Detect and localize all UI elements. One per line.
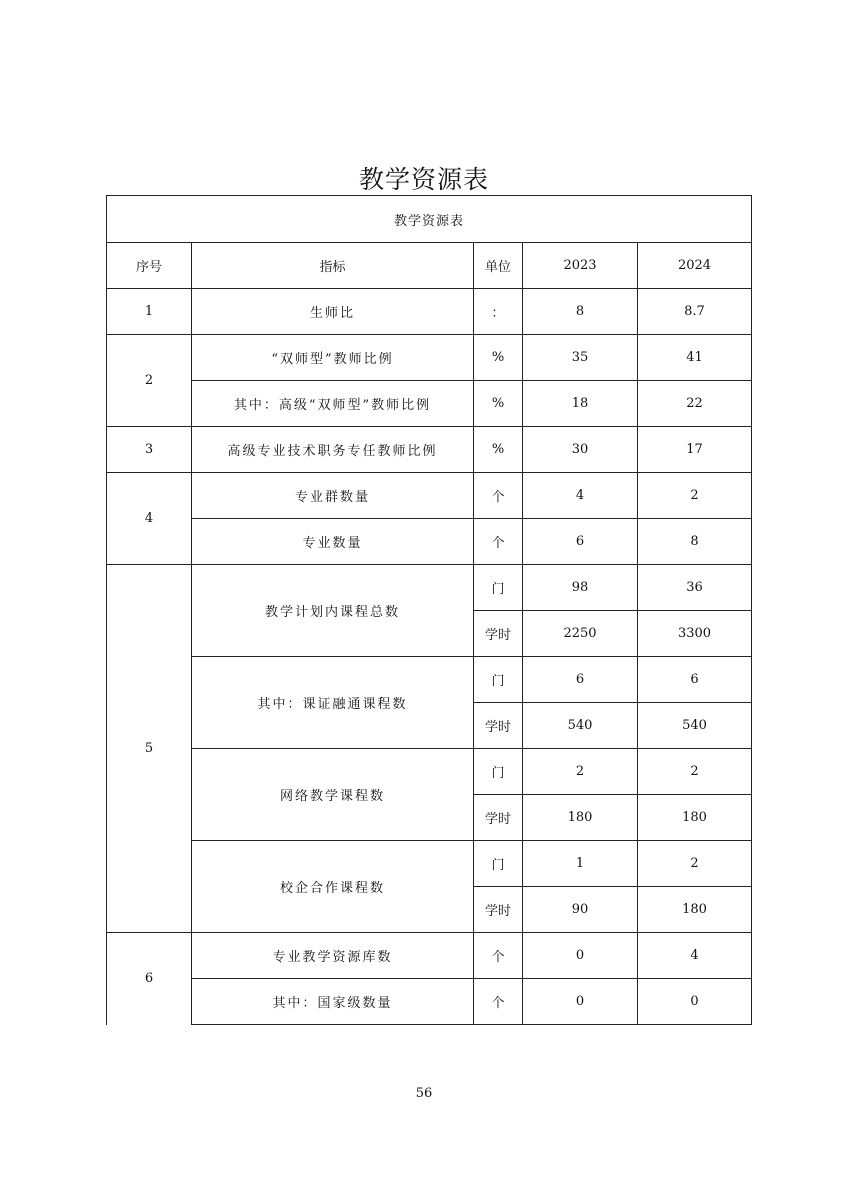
header-2023: 2023: [523, 243, 638, 289]
value-2024-cell: 8: [638, 519, 752, 565]
value-2023-cell: 0: [523, 933, 638, 979]
indicator-cell: 专业教学资源库数: [192, 933, 474, 979]
header-indicator: 指标: [192, 243, 474, 289]
unit-cell: %: [474, 381, 523, 427]
indicator-cell: 校企合作课程数: [192, 841, 474, 933]
value-2024-cell: 2: [638, 841, 752, 887]
table-caption-row: [107, 196, 752, 243]
unit-cell: 门: [474, 565, 523, 611]
value-2023-cell: 2250: [523, 611, 638, 657]
table-header-row: [107, 243, 752, 289]
table-row: [107, 933, 752, 979]
table-row: [107, 565, 752, 611]
table-row: [107, 519, 752, 565]
unit-cell: 个: [474, 473, 523, 519]
value-2024-cell: 0: [638, 979, 752, 1025]
table-caption: 教学资源表: [107, 196, 752, 243]
indicator-cell: 其中：高级“双师型”教师比例: [192, 381, 474, 427]
indicator-cell: 其中：国家级数量: [192, 979, 474, 1025]
value-2024-cell: 2: [638, 749, 752, 795]
page-title: 教学资源表: [358, 165, 489, 194]
value-2023-cell: 6: [523, 519, 638, 565]
indicator-cell: 专业数量: [192, 519, 474, 565]
unit-cell: 门: [474, 657, 523, 703]
unit-cell: 学时: [474, 611, 523, 657]
value-2024-cell: 8.7: [638, 289, 752, 335]
table-row: [107, 841, 752, 887]
value-2023-cell: 30: [523, 427, 638, 473]
unit-cell: %: [474, 427, 523, 473]
teaching-resources-table: [106, 195, 752, 1025]
unit-cell: 个: [474, 979, 523, 1025]
table-row: [107, 657, 752, 703]
value-2023-cell: 90: [523, 887, 638, 933]
table-row: [107, 473, 752, 519]
seq-cell: 6: [107, 933, 192, 1025]
seq-cell: 2: [107, 335, 192, 427]
table-row: [107, 289, 752, 335]
unit-cell: 个: [474, 519, 523, 565]
indicator-cell: “双师型”教师比例: [192, 335, 474, 381]
unit-cell: %: [474, 335, 523, 381]
unit-cell: 学时: [474, 795, 523, 841]
value-2024-cell: 41: [638, 335, 752, 381]
value-2023-cell: 0: [523, 979, 638, 1025]
indicator-cell: 教学计划内课程总数: [192, 565, 474, 657]
seq-cell: 4: [107, 473, 192, 565]
indicator-cell: 生师比: [192, 289, 474, 335]
value-2024-cell: 2: [638, 473, 752, 519]
value-2023-cell: 180: [523, 795, 638, 841]
seq-cell: 5: [107, 565, 192, 933]
value-2024-cell: 4: [638, 933, 752, 979]
table-row: [107, 427, 752, 473]
value-2024-cell: 540: [638, 703, 752, 749]
value-2023-cell: 98: [523, 565, 638, 611]
header-seq: 序号: [107, 243, 192, 289]
indicator-cell: 高级专业技术职务专任教师比例: [192, 427, 474, 473]
value-2023-cell: 1: [523, 841, 638, 887]
value-2023-cell: 35: [523, 335, 638, 381]
value-2024-cell: 36: [638, 565, 752, 611]
indicator-cell: 其中：课证融通课程数: [192, 657, 474, 749]
unit-cell: ：: [474, 289, 523, 335]
seq-cell: 1: [107, 289, 192, 335]
table-row: [107, 749, 752, 795]
value-2023-cell: 8: [523, 289, 638, 335]
table-row: [107, 979, 752, 1025]
value-2024-cell: 17: [638, 427, 752, 473]
seq-cell: 3: [107, 427, 192, 473]
value-2024-cell: 180: [638, 795, 752, 841]
unit-cell: 学时: [474, 887, 523, 933]
value-2024-cell: 180: [638, 887, 752, 933]
unit-cell: 个: [474, 933, 523, 979]
value-2023-cell: 18: [523, 381, 638, 427]
value-2023-cell: 540: [523, 703, 638, 749]
indicator-cell: 网络教学课程数: [192, 749, 474, 841]
unit-cell: 门: [474, 841, 523, 887]
value-2023-cell: 4: [523, 473, 638, 519]
unit-cell: 门: [474, 749, 523, 795]
value-2024-cell: 22: [638, 381, 752, 427]
value-2024-cell: 3300: [638, 611, 752, 657]
header-2024: 2024: [638, 243, 752, 289]
value-2024-cell: 6: [638, 657, 752, 703]
header-unit: 单位: [474, 243, 523, 289]
page-number: 56: [415, 1086, 433, 1101]
table-row: [107, 381, 752, 427]
indicator-cell: 专业群数量: [192, 473, 474, 519]
value-2023-cell: 6: [523, 657, 638, 703]
unit-cell: 学时: [474, 703, 523, 749]
table-row: [107, 335, 752, 381]
value-2023-cell: 2: [523, 749, 638, 795]
